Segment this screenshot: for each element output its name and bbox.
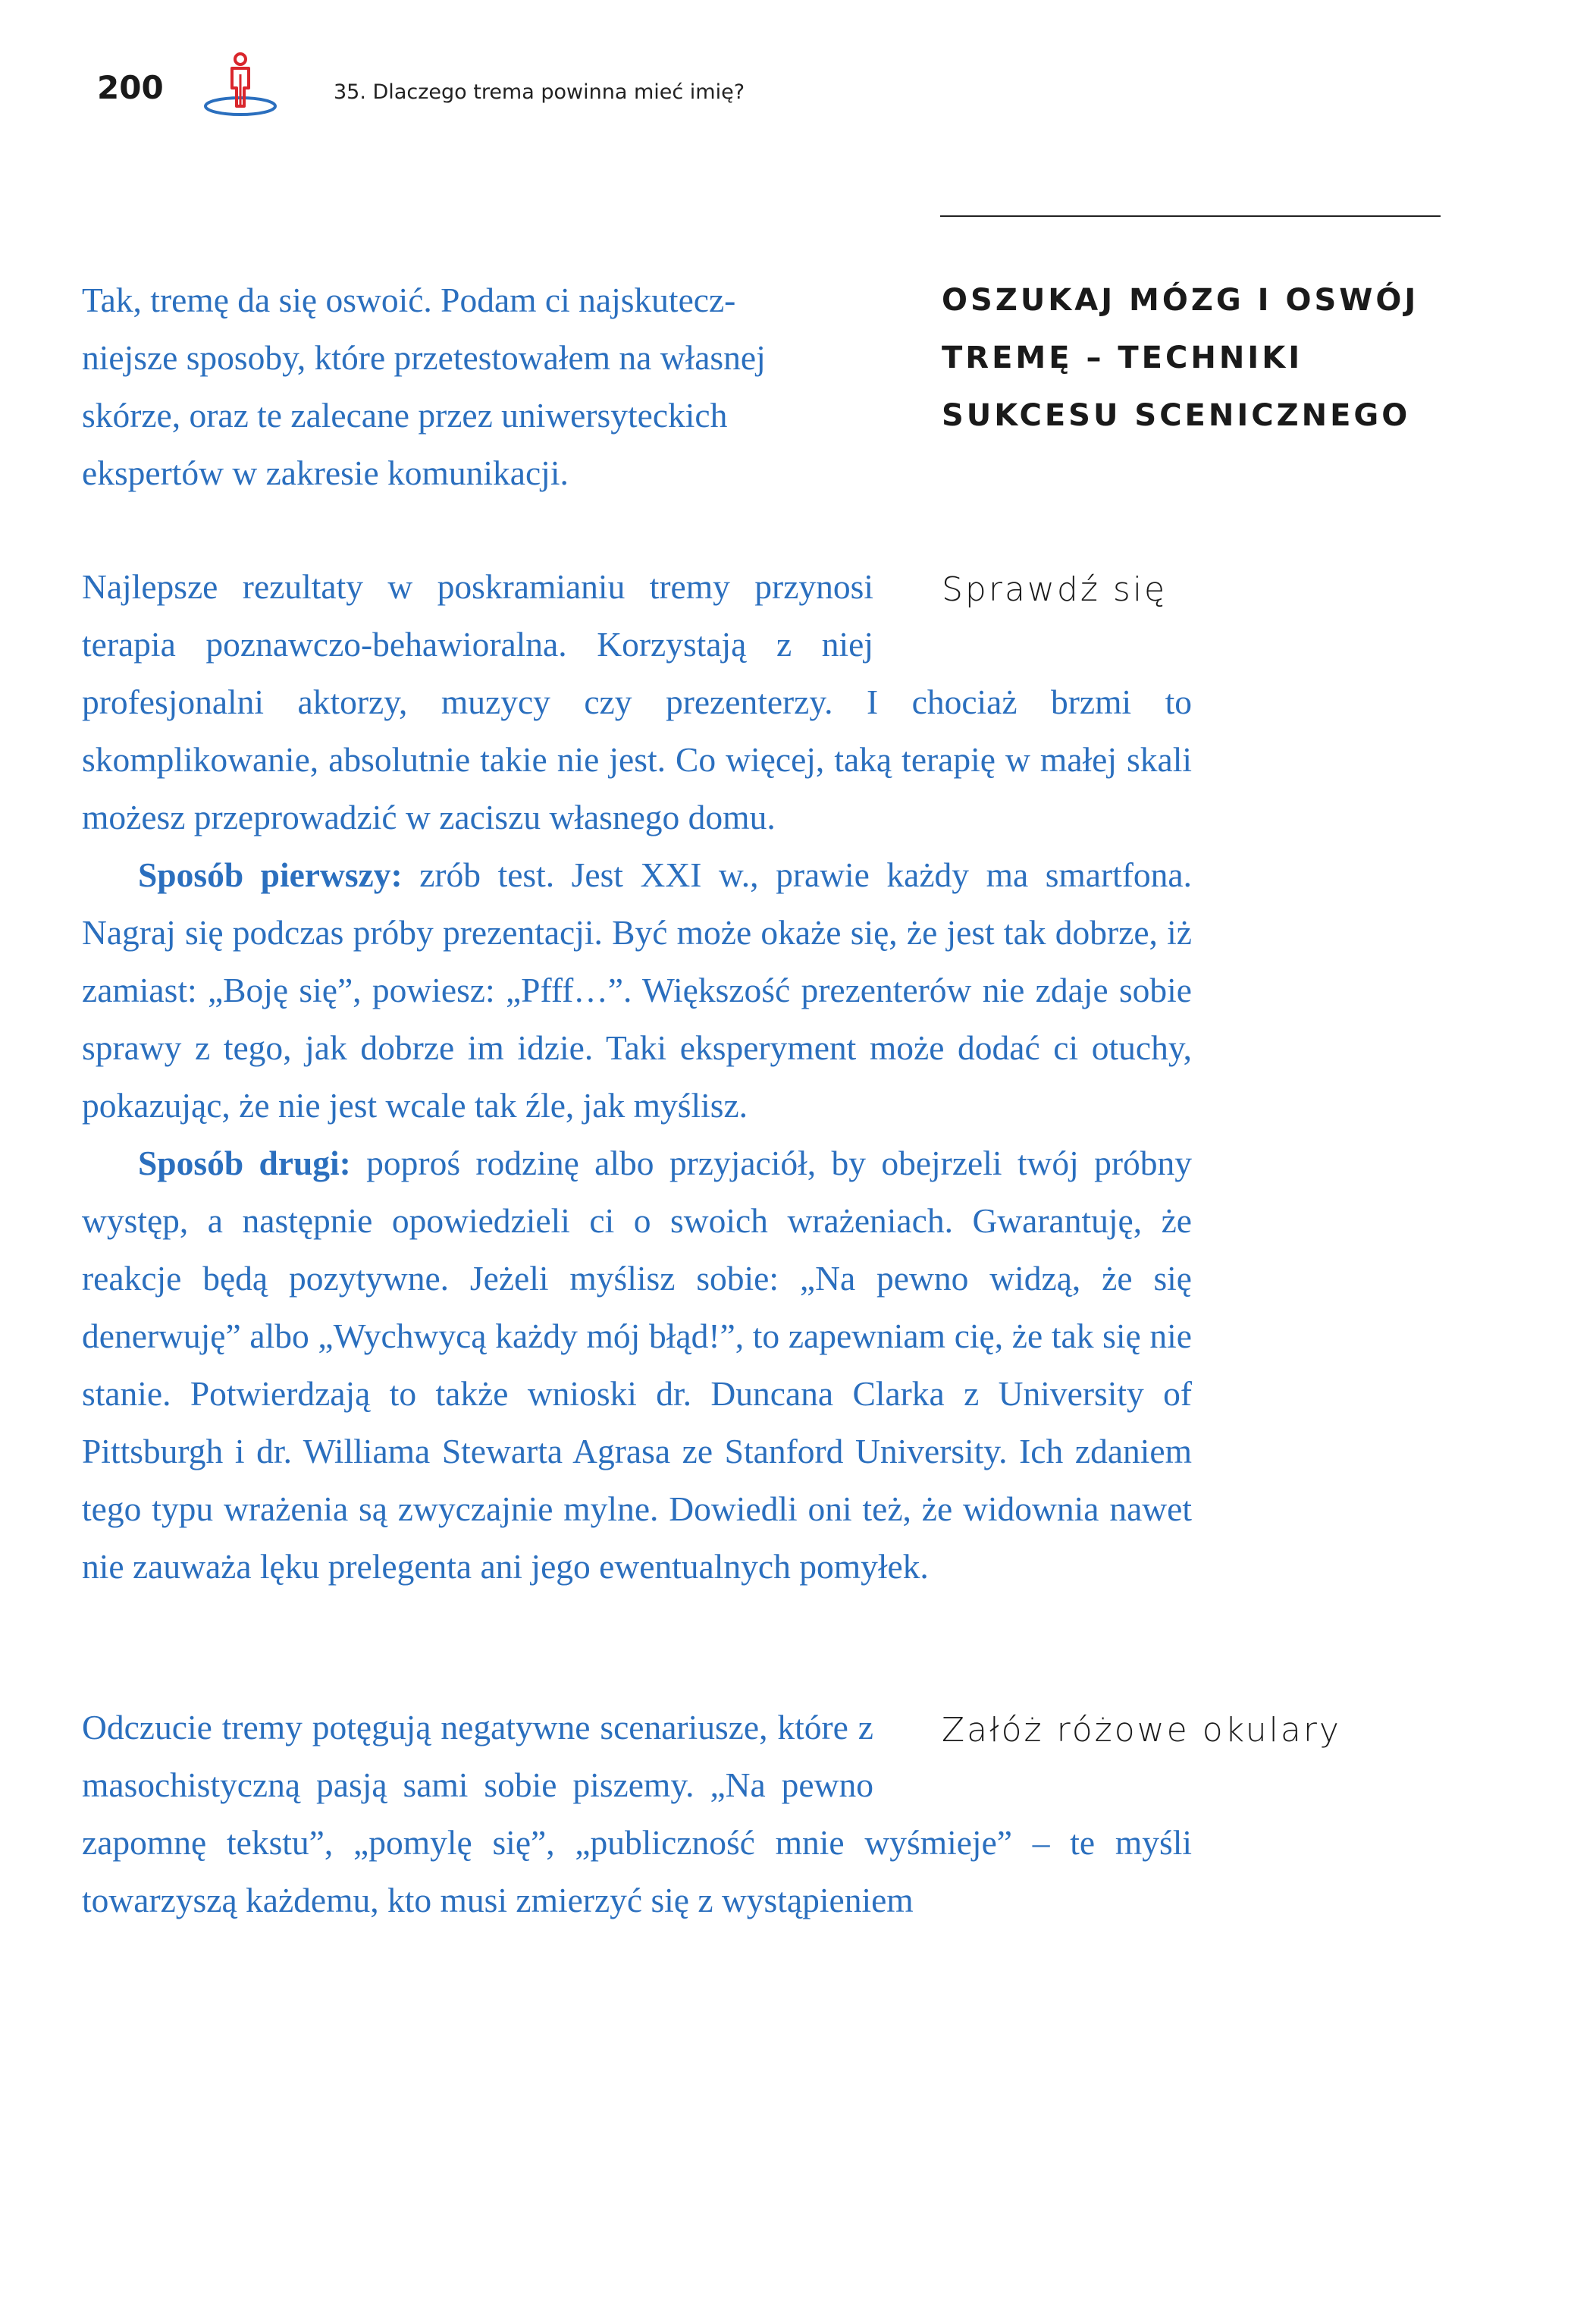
chapter-section-title [942,271,1472,444]
subheading-sprawdz-sie: Sprawdź się [942,570,1168,609]
body-paragraph: Odczucie tremy potęgują negatywne scenariusze, które z masochistyczną pasją sami sobie piszemy. „Na pewno zapomnę tekstu”, „pomylę się”, „publiczność mnie wyśmieje” – te myśli towarzyszą każdemu, kto musi zmierzyć się z wystąpieniem [82,1708,1192,1919]
divider-line [940,215,1441,217]
title-line: OSZUKAJ MÓZG I OSWÓJ [942,283,1419,318]
title-line: TREMĘ – TECHNIKI [942,341,1303,375]
sidebar-spacer [873,558,1192,673]
text-line: Tak, tremę da się oswoić. Podam ci najskutecz- [82,281,736,319]
method-one-text: zrób test. Jest XXI w., prawie każdy ma smartfona. Nagraj się podczas próby prezentacji. Być może okaże się, że jest tak dobrze, iż zamiast: „Boję się”, powiesz: „Pfff…”. Większość prezenterów nie zdaje sobie sprawy z tego, jak dobrze im idzie. Taki eksperyment może dodać ci otuchy, pokazując, że nie jest wcale tak źle, jak myślisz. [82,855,1193,1125]
intro-paragraph [82,271,840,502]
subheading-zaloz-rozowe-okulary: Załóż różowe okulary [942,1711,1341,1750]
method-two-paragraph [82,1135,1192,1596]
title-line: SUKCESU SCENICZNEGO [942,398,1411,433]
body-paragraph: Najlepsze rezultaty w poskramianiu tremy przynosi terapia poznawczo-behawioralna. Korzystają z niej profesjonalni aktorzy, muzycy czy prezenterzy. I chociaż brzmi to skomplikowanie, absolutnie takie nie jest. Co więcej, taką terapię w małej skali możesz przeprowadzić w zaciszu własnego domu. [82,567,1192,836]
sidebar-spacer [873,1699,1192,1814]
text-line: ekspertów w zakresie komunikacji. [82,453,569,492]
method-one-paragraph [82,846,1192,1135]
running-title: 35. Dlaczego trema powinna mieć imię? [334,80,745,104]
speaker-on-stage-icon [199,52,282,120]
method-two-label: Sposób drugi: [138,1144,351,1182]
text-line: niejsze sposoby, które przetestowałem na własnej [82,338,766,377]
page-number: 200 [97,69,164,106]
section-okulary-body [82,1699,1192,1929]
method-two-text: poproś rodzinę albo przyjaciół, by obejrzeli twój próbny występ, a następnie opowiedzieli ci o swoich wrażeniach. Gwarantuję, że reakcje będą pozytywne. Jeżeli myślisz sobie: „Na pewno widzą, że się denerwuję” albo „Wychwycą każdy mój błąd!”, to zapewniam cię, że tak się nie stanie. Potwierdzają to także wnioski dr. Duncana Clarka z University of Pittsburgh i dr. Williama Stewarta Agrasa ze Stanford University. Ich zdaniem tego typu wrażenia są zwyczajnie mylne. Dowiedli oni też, że widownia nawet nie zauważa lęku prelegenta ani jego ewentualnych pomyłek. [82,1144,1192,1586]
text-line: skórze, oraz te zalecane przez uniwersyteckich [82,396,728,435]
method-one-label: Sposób pierwszy: [138,855,403,894]
section-sprawdz-sie-body [82,558,1192,1596]
page-header [0,0,1596,152]
